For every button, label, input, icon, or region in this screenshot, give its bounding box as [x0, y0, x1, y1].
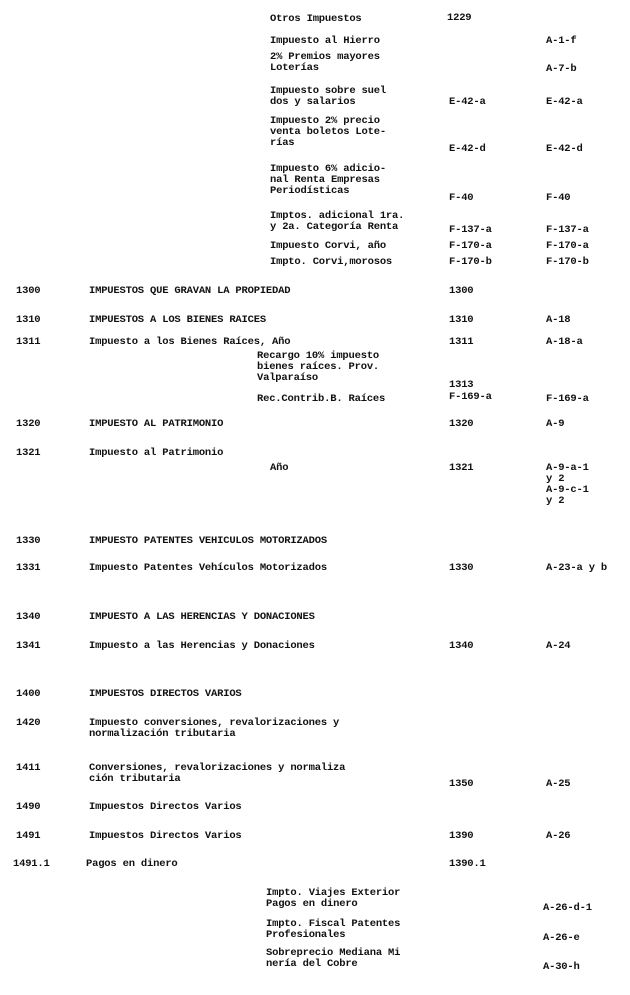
row-ref: A-26-d-1	[543, 902, 592, 914]
row-code: 1311	[16, 336, 41, 348]
row-number: 1300	[449, 285, 474, 297]
row-code: 1491.1	[13, 858, 50, 870]
row-number: E-42-d	[449, 143, 486, 155]
row-code: 1400	[16, 688, 41, 700]
row-desc: Recargo 10% impuesto bienes raíces. Prov. Valparaíso	[257, 350, 380, 384]
row-ref: A-7-b	[546, 63, 577, 75]
row-desc: Impuesto Corvi, año	[270, 240, 386, 252]
row-code: 1411	[16, 762, 41, 774]
row-number: 1320	[449, 418, 474, 430]
row-number: 1390	[449, 830, 474, 842]
row-code: 1330	[16, 535, 41, 547]
row-ref: F-169-a	[546, 393, 589, 405]
row-ref: A-1-f	[546, 35, 577, 47]
row-number: F-40	[449, 192, 474, 204]
row-desc: Impto. Viajes Exterior Pagos en dinero	[266, 887, 401, 910]
row-desc: Impuesto conversiones, revalorizaciones y normalización tributaria	[89, 717, 340, 740]
row-desc: Impuesto al Patrimonio	[89, 447, 224, 459]
row-ref: F-170-b	[546, 256, 589, 268]
row-desc: Imptos. adicional 1ra. y 2a. Categoría Renta	[270, 210, 405, 233]
row-code: 1300	[16, 285, 41, 297]
row-number: F-169-a	[449, 391, 492, 403]
row-desc: Impuesto 6% adicio- nal Renta Empresas Periodísticas	[270, 163, 386, 197]
row-number: 1229	[447, 12, 472, 24]
row-desc: 2% Premios mayores Loterías	[270, 51, 380, 74]
row-ref: F-137-a	[546, 224, 589, 236]
row-desc: Impuesto al Hierro	[270, 35, 380, 47]
row-number: 1350	[449, 778, 474, 790]
row-number: F-170-b	[449, 256, 492, 268]
row-number: 1313	[449, 379, 474, 391]
row-ref: A-30-h	[543, 961, 580, 973]
row-number: 1311	[449, 336, 474, 348]
row-code: 1490	[16, 801, 41, 813]
row-desc: Año	[270, 462, 289, 474]
row-code: 1321	[16, 447, 41, 459]
row-desc: Conversiones, revalorizaciones y normaliza ción tributaria	[89, 762, 346, 785]
row-desc: IMPUESTOS A LOS BIENES RAICES	[89, 314, 266, 326]
row-desc: Impuesto sobre suel dos y salarios	[270, 85, 386, 108]
row-code: 1331	[16, 562, 41, 574]
row-desc: IMPUESTOS DIRECTOS VARIOS	[89, 688, 242, 700]
row-number: E-42-a	[449, 96, 486, 108]
row-desc: IMPUESTO A LAS HERENCIAS Y DONACIONES	[89, 611, 315, 623]
row-desc: Impuesto a las Herencias y Donaciones	[89, 640, 315, 652]
row-ref: E-42-a	[546, 96, 583, 108]
row-number: F-170-a	[449, 240, 492, 252]
row-desc: Impuesto 2% precio venta boletos Lote- rías	[270, 115, 386, 149]
row-code: 1420	[16, 717, 41, 729]
row-code: 1320	[16, 418, 41, 430]
row-desc: IMPUESTOS QUE GRAVAN LA PROPIEDAD	[89, 285, 291, 297]
row-ref: F-40	[546, 192, 571, 204]
row-desc: Impuesto Patentes Vehículos Motorizados	[89, 562, 327, 574]
row-desc: IMPUESTO AL PATRIMONIO	[89, 418, 224, 430]
row-code: 1491	[16, 830, 41, 842]
row-ref: A-18	[546, 314, 571, 326]
row-ref: E-42-d	[546, 143, 583, 155]
row-ref: A-18-a	[546, 336, 583, 348]
row-ref: A-26-e	[543, 932, 580, 944]
row-desc: Rec.Contrib.B. Raíces	[257, 393, 386, 405]
row-number: 1390.1	[449, 858, 486, 870]
row-ref: A-9	[546, 418, 565, 430]
row-number: 1340	[449, 640, 474, 652]
row-desc: Impuesto a los Bienes Raíces, Año	[89, 336, 291, 348]
row-desc: Pagos en dinero	[86, 858, 178, 870]
row-desc: Sobreprecio Mediana Mi nería del Cobre	[266, 947, 401, 970]
row-ref: F-170-a	[546, 240, 589, 252]
row-desc: Impuestos Directos Varios	[89, 830, 242, 842]
row-desc: Otros Impuestos	[270, 13, 362, 25]
row-number: 1310	[449, 314, 474, 326]
row-ref: A-23-a y b	[546, 562, 608, 574]
row-code: 1310	[16, 314, 41, 326]
row-desc: IMPUESTO PATENTES VEHICULOS MOTORIZADOS	[89, 535, 327, 547]
row-code: 1341	[16, 640, 41, 652]
row-ref: A-24	[546, 640, 571, 652]
row-desc: Impto. Fiscal Patentes Profesionales	[266, 918, 401, 941]
row-code: 1340	[16, 611, 41, 623]
row-number: F-137-a	[449, 224, 492, 236]
row-desc: Impuestos Directos Varios	[89, 801, 242, 813]
row-ref: A-25	[546, 778, 571, 790]
row-number: 1330	[449, 562, 474, 574]
row-ref: A-26	[546, 830, 571, 842]
row-desc: Impto. Corvi,morosos	[270, 256, 393, 268]
row-ref: A-9-a-1 y 2 A-9-c-1 y 2	[546, 462, 589, 507]
row-number: 1321	[449, 462, 474, 474]
